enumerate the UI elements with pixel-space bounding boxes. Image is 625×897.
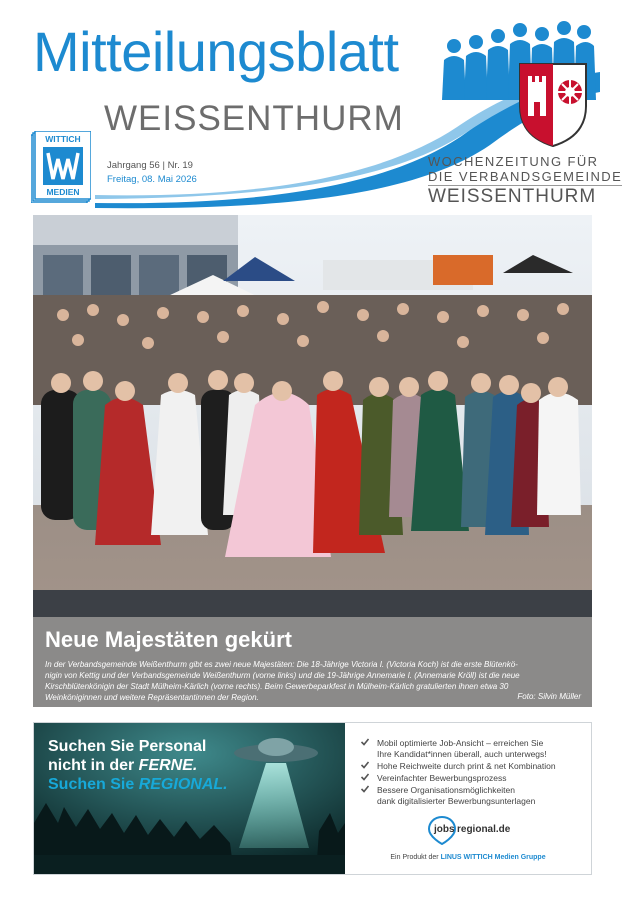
ad-footer [345, 854, 591, 861]
lead-headline: Neue Majestäten gekürt [45, 627, 292, 652]
lead-text-line: Kirschblütenkönigin der Stadt Mülheim-Kärlich (vorne rechts). Beim Gewerbeparkfest in Mülheim-Kärlich gratulierten ihnen etwa 30 [45, 682, 509, 691]
check-icon [361, 785, 369, 793]
ad-headline-2-text: nicht in der [48, 757, 139, 774]
ad-feature-text: Hohe Reichweite durch print & net Kombination [377, 761, 556, 771]
lead-text-line: nigin von Kettig und der Verbandsgemeinde Weißenthurm (vorne links) und die 19-Jährige Annemarie I. (Annemarie Kröll) ist die neue [45, 671, 520, 680]
ad-visual [34, 723, 345, 874]
wittich-medien-logo [31, 131, 91, 203]
ad-feature-text: Mobil optimierte Job-Ansicht – erreichen Sie [377, 738, 544, 748]
ad-headline-2-emphasis: FERNE. [138, 757, 198, 774]
ad-feature-panel [345, 723, 591, 874]
check-icon [361, 761, 369, 769]
ad-headline-3-emphasis: REGIONAL. [138, 776, 228, 793]
ad-headline-3 [48, 775, 228, 794]
jobs-logo-text-post: regional.de [457, 824, 511, 835]
lead-photo [33, 215, 592, 617]
lead-caption-box [33, 617, 592, 707]
ad-headline-1: Suchen Sie Personal [48, 738, 207, 755]
jobs-regional-logo[interactable] [427, 815, 517, 845]
check-icon [361, 773, 369, 781]
ad-headline-3-text: Suchen Sie [48, 776, 139, 793]
ad-headline-2 [48, 756, 197, 775]
weekly-tagline-1: WOCHENZEITUNG FÜR [428, 154, 599, 169]
masthead-subtitle: WEISSENTHURM [104, 99, 404, 138]
jobs-regional-ad[interactable] [33, 722, 592, 875]
lead-text [45, 659, 581, 703]
weekly-tagline-3: WEISSENTHURM [428, 186, 597, 207]
wittich-logo-top: WITTICH [45, 134, 81, 144]
check-icon [361, 738, 369, 746]
ad-feature-text: Vereinfachter Bewerbungsprozess [377, 773, 507, 783]
masthead-title: Mitteilungsblatt [33, 20, 399, 83]
wittich-logo-bottom: MEDIEN [46, 187, 80, 197]
lead-text-line: In der Verbandsgemeinde Weißenthurm gibt es zwei neue Majestäten: Die 18-Jährige Victoria I. (Victoria Koch) ist die erste Blütenkö- [45, 660, 518, 669]
coat-of-arms-icon [518, 62, 588, 148]
lead-text-line: Weinköniginnen und weitere Repräsentantinnen der Region. [45, 693, 259, 702]
jobs-logo-text-pre: jobs [434, 824, 455, 835]
ad-feature-text-cont: dank digitalisierter Bewerbungsunterlagen [377, 796, 536, 806]
ad-feature-text: Bessere Organisationsmöglichkeiten [377, 785, 515, 795]
issue-number: Jahrgang 56 | Nr. 19 [107, 160, 193, 171]
weekly-tagline-2: DIE VERBANDSGEMEINDE [428, 169, 623, 184]
photo-credit: Foto: Silvin Müller [517, 692, 581, 701]
ad-footer-text: Ein Produkt der [390, 854, 441, 861]
issue-date: Freitag, 08. Mai 2026 [107, 174, 197, 185]
ad-footer-brand: LINUS WITTICH Medien Gruppe [440, 854, 546, 861]
ad-feature-text-cont: Ihre Kandidat*innen überall, auch unterwegs! [377, 749, 547, 759]
